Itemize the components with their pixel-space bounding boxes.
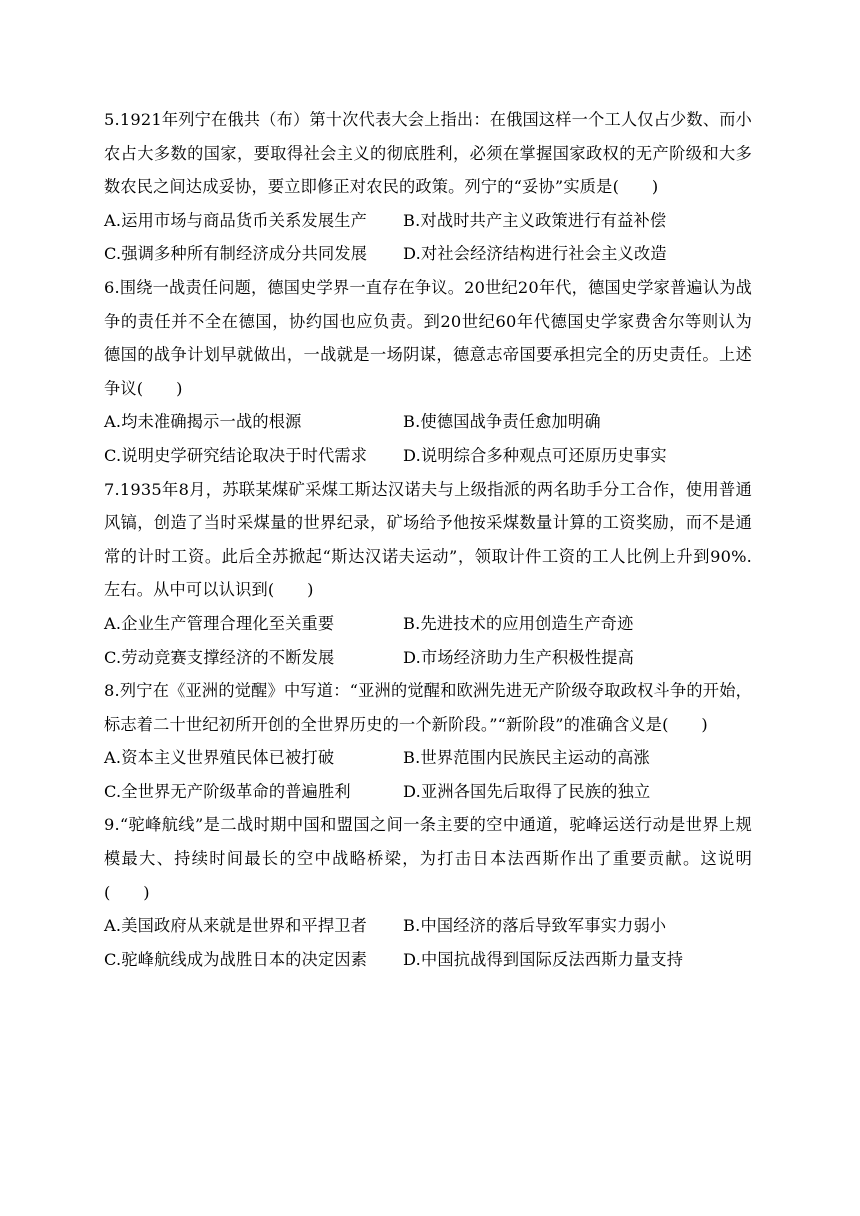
option-d: D.说明综合多种观点可还原历史事实 (403, 445, 667, 465)
question-stem: 6.围绕一战责任问题，德国史学界一直存在争议。20世纪20年代，德国史学家普遍认为战争的责任并不全在德国，协约国也应负责。到20世纪60年代德国史学家费舍尔等则认为德国的战争计划早就做出，一战就是一场阴谋，德意志帝国要承担完全的历史责任。上述争议( ) (104, 277, 752, 398)
option-a: A.美国政府从来就是世界和平捍卫者 (104, 916, 368, 936)
option-list (104, 909, 752, 976)
option-d: D.对社会经济结构进行社会主义改造 (403, 244, 667, 264)
option-b: B.先进技术的应用创造生产奇迹 (403, 613, 634, 633)
question-7 (104, 473, 752, 675)
question-8 (104, 674, 752, 808)
option-d: D.亚洲各国先后取得了民族的独立 (403, 781, 651, 801)
question-stem: 7.1935年8月，苏联某煤矿采煤工斯达汉诺夫与上级指派的两名助手分工合作，使用普通风镐，创造了当时采煤量的世界纪录，矿场给予他按采煤数量计算的工资奖励，而不是通常的计时工资。此后全苏掀起“斯达汉诺夫运动”，领取计件工资的工人比例上升到90%.左右。从中可以认识到( ) (104, 479, 752, 600)
option-d: D.市场经济助力生产积极性提高 (403, 647, 634, 667)
option-list (104, 204, 752, 271)
question-stem: 9.“驼峰航线”是二战时期中国和盟国之间一条主要的空中通道，驼峰运送行动是世界上规模最大、持续时间最长的空中战略桥梁，为打击日本法西斯作出了重要贡献。这说明( ) (104, 815, 752, 902)
option-c: C.说明史学研究结论取决于时代需求 (104, 445, 368, 465)
option-a: A.运用市场与商品货币关系发展生产 (104, 210, 368, 230)
option-b: B.世界范围内民族民主运动的高涨 (403, 748, 650, 768)
question-stem: 8.列宁在《亚洲的觉醒》中写道：“亚洲的觉醒和欧洲先进无产阶级夺取政权斗争的开始，标志着二十世纪初所开创的全世界历史的一个新阶段。”“新阶段”的准确含义是( ) (104, 681, 752, 734)
option-b: B.中国经济的落后导致军事实力弱小 (403, 916, 667, 936)
exam-page (104, 103, 752, 976)
question-5 (104, 103, 752, 271)
option-d: D.中国抗战得到国际反法西斯力量支持 (403, 949, 684, 969)
option-a: A.均未准确揭示一战的根源 (104, 412, 302, 432)
question-9 (104, 808, 752, 976)
option-c: C.劳动竞赛支撑经济的不断发展 (104, 647, 335, 667)
option-list (104, 607, 752, 674)
question-stem: 5.1921年列宁在俄共（布）第十次代表大会上指出：在俄国这样一个工人仅占少数、而小农占大多数的国家，要取得社会主义的彻底胜利，必须在掌握国家政权的无产阶级和大多数农民之间达成妥协，要立即修正对农民的政策。列宁的“妥协”实质是( ) (104, 110, 752, 197)
option-list (104, 405, 752, 472)
option-c: C.驼峰航线成为战胜日本的决定因素 (104, 949, 368, 969)
question-6 (104, 271, 752, 473)
option-b: B.对战时共产主义政策进行有益补偿 (403, 210, 667, 230)
option-c: C.强调多种所有制经济成分共同发展 (104, 244, 368, 264)
option-a: A.企业生产管理合理化至关重要 (104, 613, 335, 633)
option-c: C.全世界无产阶级革命的普遍胜利 (104, 781, 351, 801)
option-b: B.使德国战争责任愈加明确 (403, 412, 601, 432)
option-list (104, 741, 752, 808)
option-a: A.资本主义世界殖民体已被打破 (104, 748, 335, 768)
